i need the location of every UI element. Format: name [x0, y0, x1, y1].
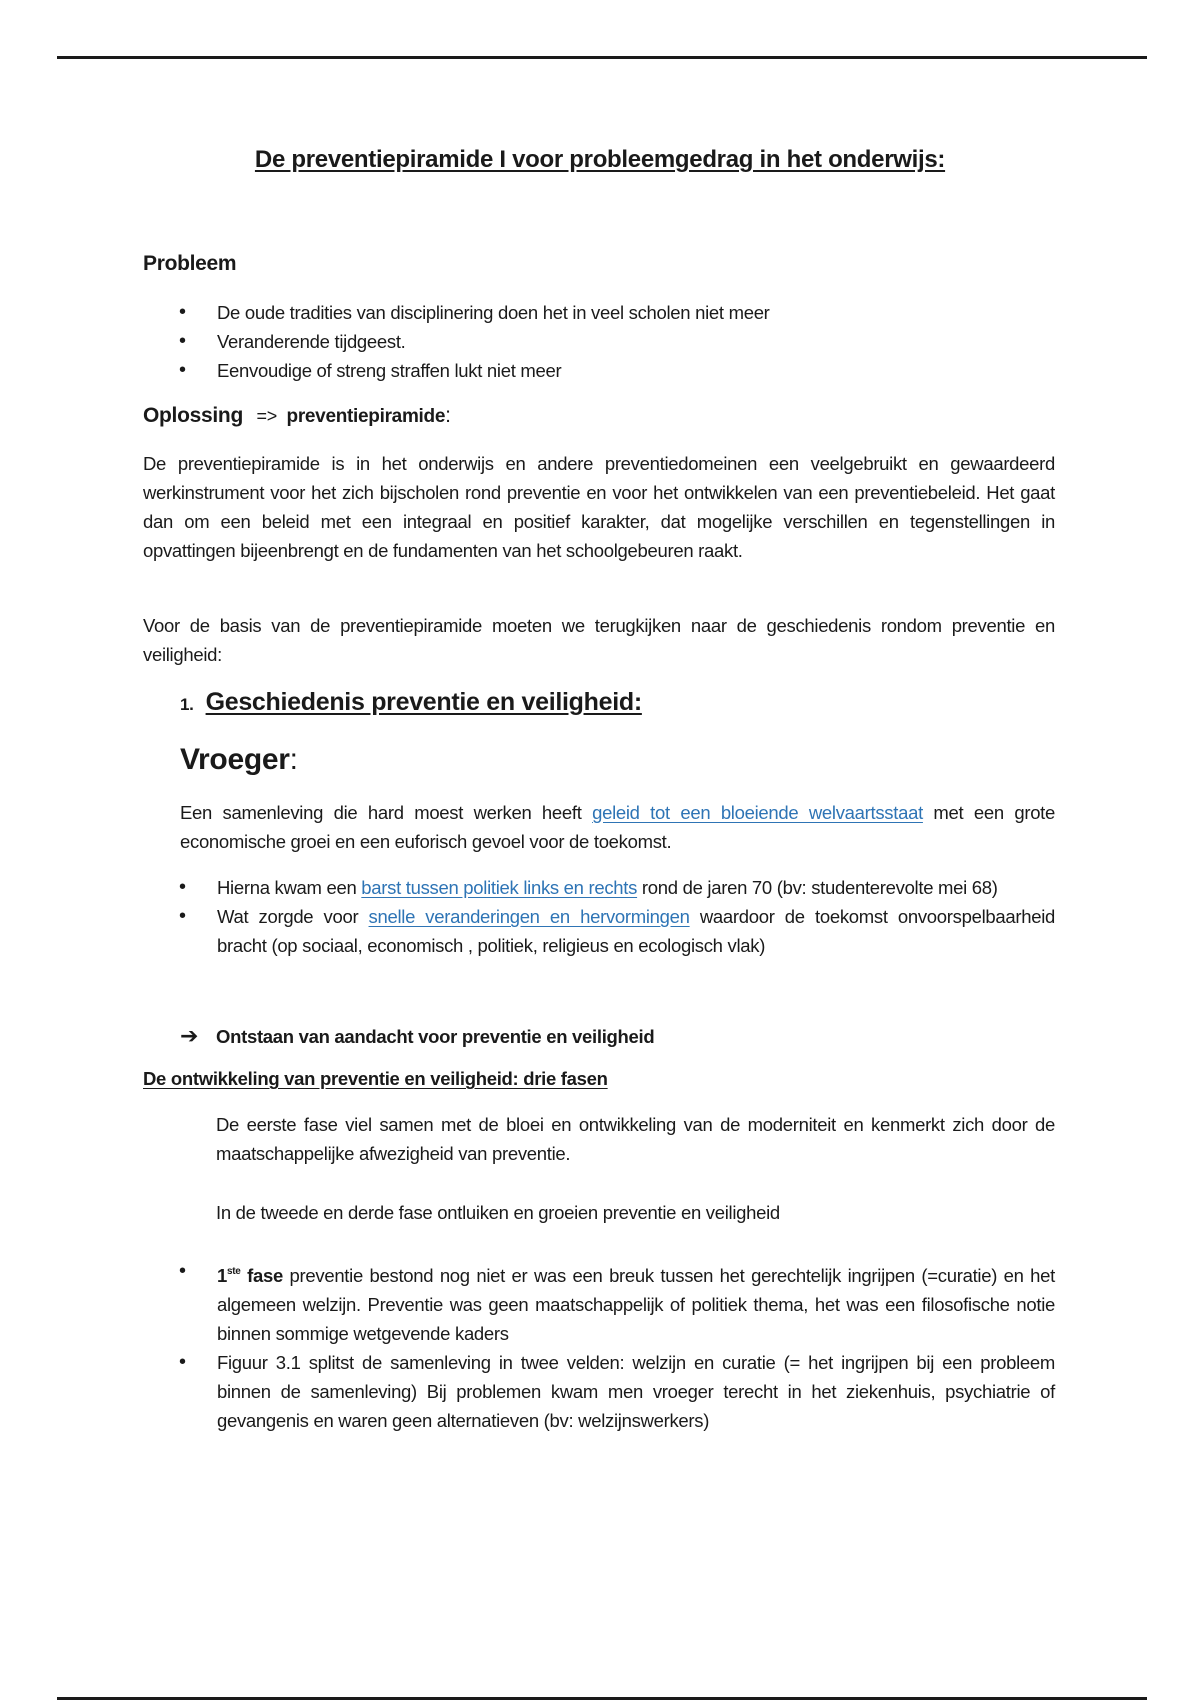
list-item	[143, 902, 1055, 960]
list-item-text: preventie bestond nog niet er was een breuk tussen het gerechtelijk ingrijpen (=curatie) en het algemeen welzijn. Preventie was geen maatschappelijk of politiek thema, het was een filosofische notie binnen sommige wetgevende kaders	[217, 1265, 1056, 1344]
section-heading-geschiedenis	[180, 688, 1055, 717]
intro-paragraph: De preventiepiramide is in het onderwijs en andere preventiedomeinen een veelgebruikt en gewaardeerd werkinstrument voor het zich bijscholen rond preventie en voor het ontwikkelen van een preventiebeleid. Het gaat dan om een beleid met een integraal en positief karakter, dat mogelijke verschillen en tegenstellingen in opvattingen bijeenbrengt en de fundamenten van het schoolgebeuren raakt.	[143, 453, 1055, 561]
link-snelle-veranderingen[interactable]: snelle veranderingen en hervormingen	[368, 906, 690, 927]
arrow-icon: =>	[256, 406, 277, 426]
link-bloeiende-welvaartsstaat[interactable]: geleid tot een bloeiende welvaartsstaat	[592, 802, 923, 823]
list-item-text: Wat zorgde voor	[217, 906, 369, 927]
vroeger-list	[143, 873, 1055, 960]
fase-label	[217, 1265, 283, 1286]
basis-paragraph: Voor de basis van de preventiepiramide moeten we terugkijken naar de geschiedenis rondom preventie en veiligheid:	[143, 615, 1055, 665]
document-title	[0, 146, 1200, 174]
oplossing-heading	[143, 404, 1055, 428]
conclusion-line	[180, 1023, 1092, 1049]
document-title-text: De preventiepiramide I voor probleemgedrag in het onderwijs:	[254, 146, 946, 173]
header-rule	[57, 56, 1147, 59]
list-item: • De oude tradities van disciplinering doen het in veel scholen niet meer	[143, 298, 1055, 327]
fasen-paragraph-1: De eerste fase viel samen met de bloei en ontwikkeling van de moderniteit en kenmerkt zich door de maatschappelijke afwezigheid van preventie.	[216, 1114, 1055, 1164]
list-item	[143, 1257, 1055, 1348]
list-item: • Figuur 3.1 splitst de samenleving in twee velden: welzijn en curatie (= het ingrijpen bij een probleem binnen de samenleving) Bij problemen kwam men vroeger terecht in het ziekenhuis, psychiatrie of gevangenis en waren geen alternatieven (bv: welzijnswerkers)	[143, 1348, 1055, 1435]
section-title: Geschiedenis preventie en veiligheid:	[205, 688, 642, 716]
vroeger-intro-after: met een grote economische groei en een euforisch gevoel voor de toekomst.	[180, 802, 1056, 852]
oplossing-term: preventiepiramide	[286, 406, 446, 427]
list-item-text: waardoor de toekomst onvoorspelbaarheid bracht (op sociaal, economisch , politiek, religieus en ecologisch vlak)	[217, 906, 1055, 956]
oplossing-colon: :	[445, 404, 451, 427]
fase-word: fase	[240, 1265, 283, 1286]
vroeger-intro-before: Een samenleving die hard moest werken heeft	[180, 802, 593, 823]
list-item: • Eenvoudige of streng straffen lukt niet meer	[143, 356, 1055, 385]
list-item	[143, 873, 1055, 902]
list-item: • Veranderende tijdgeest.	[143, 327, 1055, 356]
probleem-heading: Probleem	[143, 252, 237, 275]
fase-number: 1	[217, 1265, 227, 1286]
fase-ordinal: ste	[227, 1266, 241, 1277]
vroeger-heading	[180, 743, 1055, 777]
list-item-text: Hierna kwam een	[217, 877, 362, 898]
arrow-right-icon: ➔	[180, 1023, 199, 1048]
probleem-list	[143, 298, 1055, 385]
fasen-list	[143, 1257, 1055, 1435]
list-item-text: rond de jaren 70 (bv: studenterevolte mei 68)	[637, 877, 998, 898]
fasen-heading: De ontwikkeling van preventie en veiligheid: drie fasen	[143, 1068, 608, 1089]
oplossing-label: Oplossing	[143, 404, 243, 427]
section-number: 1.	[180, 695, 194, 714]
link-barst-politiek[interactable]: barst tussen politiek links en rechts	[361, 877, 638, 898]
vroeger-colon: :	[289, 743, 298, 776]
vroeger-paragraph	[180, 798, 1055, 856]
conclusion-text: Ontstaan van aandacht voor preventie en veiligheid	[216, 1026, 655, 1047]
vroeger-title: Vroeger	[180, 743, 290, 776]
fasen-paragraph-2: In de tweede en derde fase ontluiken en groeien preventie en veiligheid	[216, 1202, 780, 1223]
